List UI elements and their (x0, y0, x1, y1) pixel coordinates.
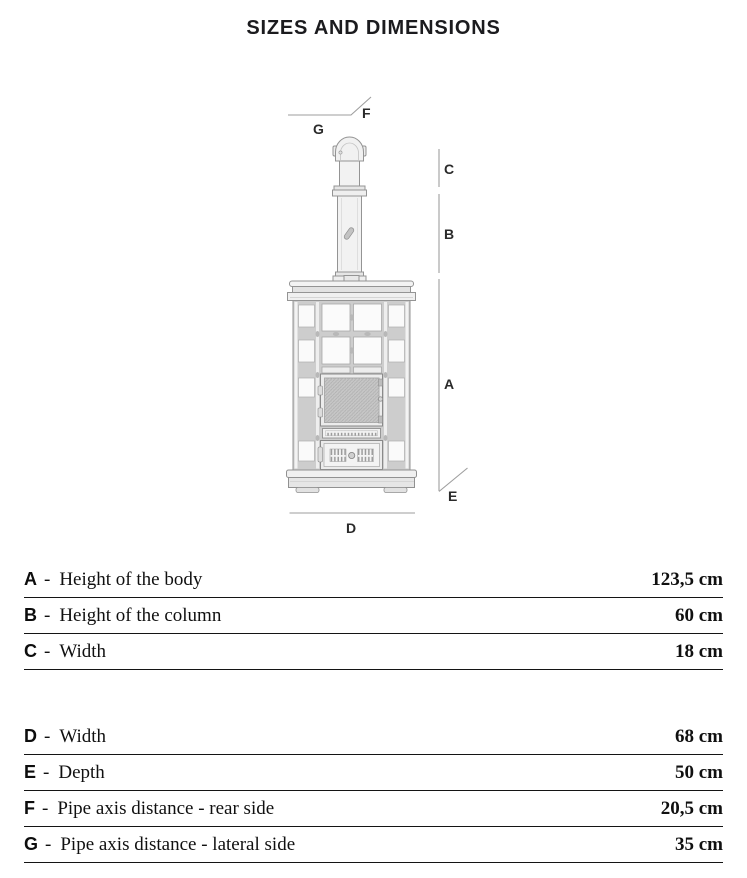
dimension-label: Pipe axis distance - rear side (57, 797, 275, 819)
dimension-label: Width (59, 640, 107, 662)
diagram-label-b: B (444, 226, 455, 242)
vent-strip (323, 429, 381, 439)
door-hinge (318, 408, 323, 417)
dimension-letter: G (24, 834, 39, 854)
dimension-value: 123,5 cm (651, 568, 723, 590)
diagram-label-f: F (362, 105, 371, 121)
stove-base (287, 470, 417, 493)
dimension-value: 20,5 cm (660, 797, 723, 819)
dimension-value: 35 cm (674, 833, 723, 855)
dimension-label: Height of the column (59, 604, 222, 626)
stove-body (293, 301, 410, 471)
table-row (24, 634, 723, 670)
stove-cornice (288, 276, 416, 301)
dimension-label: Depth (58, 761, 105, 783)
dimensions-table-footprint (24, 719, 723, 863)
dimension-letter: B (24, 605, 37, 625)
diagram-label-d: D (346, 520, 357, 536)
diagram-label-g: G (313, 121, 324, 137)
chimney-column (333, 137, 367, 281)
table-row (24, 827, 723, 863)
table-row (24, 598, 723, 634)
ash-drawer-panel (318, 441, 383, 470)
dimension-letter: D (24, 726, 37, 746)
separator: - (44, 725, 51, 747)
dimension-letter: C (24, 641, 37, 661)
table-row (24, 562, 723, 598)
dimension-value: 60 cm (674, 604, 723, 626)
separator: - (44, 604, 51, 626)
diagram-label-a: A (444, 376, 455, 392)
dimension-label: Height of the body (59, 568, 203, 590)
page-title: SIZES AND DIMENSIONS (246, 17, 501, 39)
dimension-value: 18 cm (674, 640, 723, 662)
dimension-label: Pipe axis distance - lateral side (60, 833, 296, 855)
dimension-letter: A (24, 569, 37, 589)
dimension-value: 68 cm (674, 725, 723, 747)
dimension-letter: E (24, 762, 37, 782)
separator: - (42, 797, 49, 819)
drawer-knob (349, 452, 355, 458)
table-row (24, 755, 723, 791)
diagram-label-c: C (444, 161, 455, 177)
table-row (24, 719, 723, 755)
door-hinge (318, 386, 323, 395)
dimension-letter: F (24, 798, 35, 818)
table-row (24, 791, 723, 827)
separator: - (44, 568, 51, 590)
separator: - (43, 761, 50, 783)
diagram-label-e: E (448, 488, 458, 504)
dimensions-table-body (24, 562, 723, 670)
separator: - (44, 640, 51, 662)
dimension-label: Width (59, 725, 107, 747)
pipe-axis-pointer-lines (288, 97, 371, 115)
separator: - (45, 833, 52, 855)
dimension-value: 50 cm (674, 761, 723, 783)
fire-door (318, 374, 383, 426)
door-latch (378, 397, 382, 401)
